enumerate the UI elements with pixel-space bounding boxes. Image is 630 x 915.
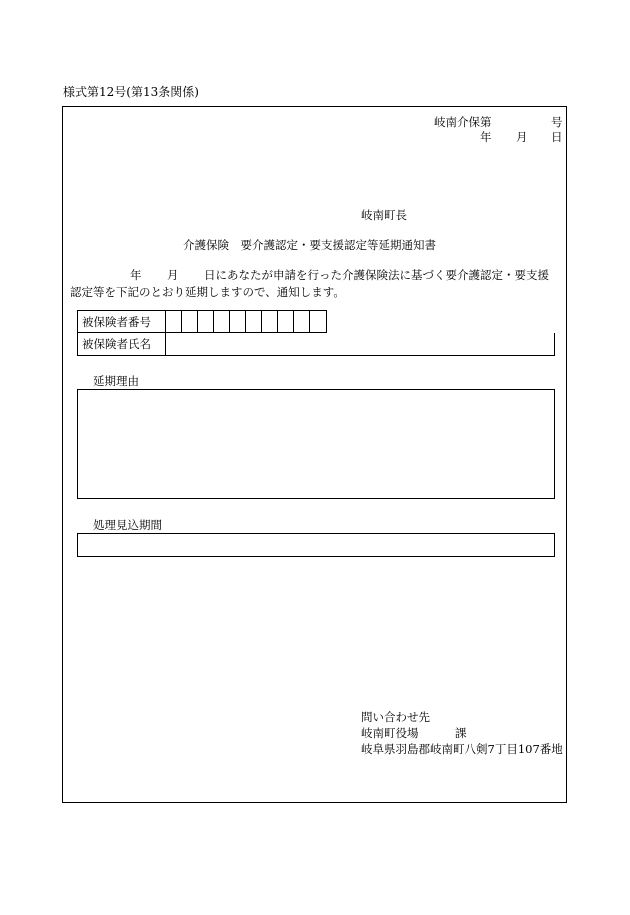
contact-department-suffix: 課 xyxy=(455,726,467,740)
application-date-year: 年 xyxy=(130,268,142,282)
application-date-month: 月 xyxy=(167,268,179,282)
processing-period-field[interactable] xyxy=(77,533,555,557)
body-text-line2: 認定等を下記のとおり延期しますので、通知します。 xyxy=(70,285,345,299)
document-number-prefix: 岐南介保第 xyxy=(434,115,492,129)
insured-number-digit-1[interactable] xyxy=(166,311,182,332)
insured-number-digit-3[interactable] xyxy=(198,311,214,332)
contact-heading: 問い合わせ先 xyxy=(361,710,430,724)
insured-number-digit-2[interactable] xyxy=(182,311,198,332)
issue-date-year: 年 xyxy=(480,130,492,144)
processing-period-label: 処理見込期間 xyxy=(93,518,162,532)
body-text-line1: 日にあなたが申請を行った介護保険法に基づく要介護認定・要支援 xyxy=(204,268,549,282)
contact-office: 岐南町役場 xyxy=(361,726,419,740)
insured-number-digit-6[interactable] xyxy=(246,311,262,332)
insured-number-digit-8[interactable] xyxy=(278,311,294,332)
document-number-suffix: 号 xyxy=(551,115,563,129)
insured-name-field[interactable] xyxy=(166,333,554,355)
issue-date-day: 日 xyxy=(551,130,563,144)
insured-number-digit-5[interactable] xyxy=(230,311,246,332)
issue-date-month: 月 xyxy=(516,130,528,144)
postponement-reason-field[interactable] xyxy=(77,389,555,499)
insured-name-label: 被保険者氏名 xyxy=(78,333,166,355)
insured-number-digit-10[interactable] xyxy=(310,311,326,332)
insured-number-digit-4[interactable] xyxy=(214,311,230,332)
insured-number-digit-9[interactable] xyxy=(294,311,310,332)
issuer-title: 岐南町長 xyxy=(361,208,407,222)
insured-number-label: 被保険者番号 xyxy=(78,311,166,332)
notice-title: 介護保険 要介護認定・要支援認定等延期通知書 xyxy=(183,238,436,252)
contact-address: 岐阜県羽島郡岐南町八剣7丁目107番地 xyxy=(361,742,563,756)
insured-number-digit-7[interactable] xyxy=(262,311,278,332)
insured-name-row xyxy=(77,333,555,356)
insured-number-row xyxy=(77,310,327,333)
postponement-reason-label: 延期理由 xyxy=(93,374,139,388)
form-number-label: 様式第12号(第13条関係) xyxy=(63,85,199,99)
